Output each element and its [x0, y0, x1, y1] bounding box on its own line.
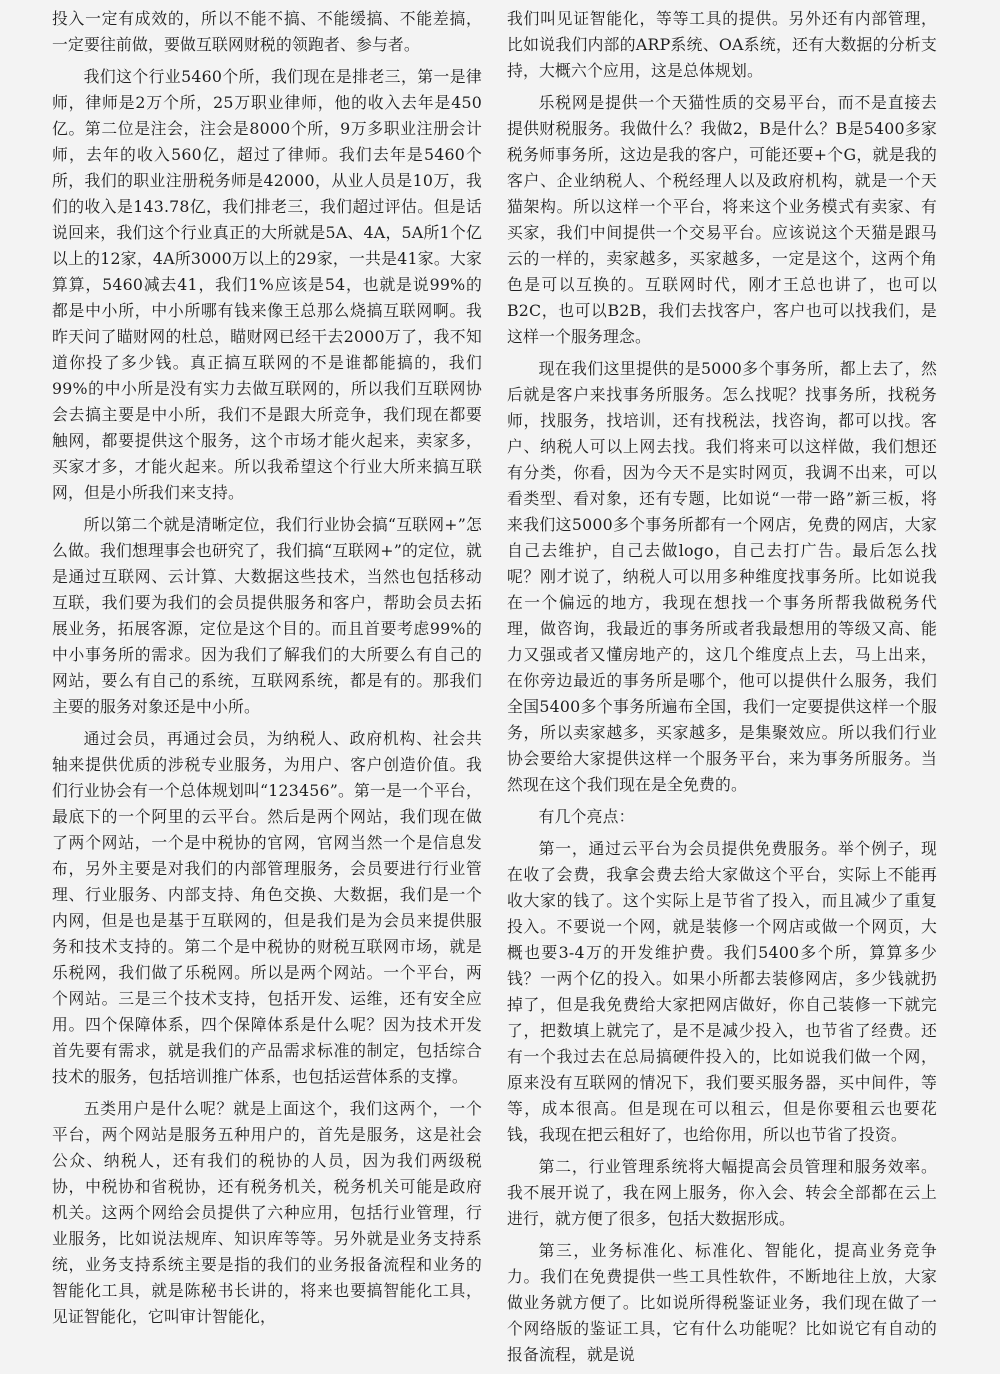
paragraph: 第一，通过云平台为会员提供免费服务。举个例子，现在收了会费，我拿会费去给大家做这个平台，实际上不能再收大家的钱了。这个实际上是节省了投入，而且减少了重复投入。不要说一个网，就是装修一个网店或做一个网页，大概也要3-4万的开发维护费。我们5400多个所，算算多少钱？一两个亿的投入。如果小所都去装修网店，多少钱就扔掉了，但是我免费给大家把网店做好，你自己装修一下就完了，把数填上就完了，是不是减少投入，也节省了经费。还有一个我过去在总局搞硬件投入的，比如说我们做一个网，原来没有互联网的情况下，我们要买服务器，买中间件，等等，成本很高。但是现在可以租云，但是你要租云也要花钱，我现在把云租好了，也给你用，所以也节省了投资。 — [507, 839, 937, 1144]
paragraph: 现在我们这里提供的是5000多个事务所，都上去了，然后就是客户来找事务所服务。怎么找呢？找事务所，找税务师，找服务，找培训，还有找税法，找咨询，都可以找。客户、纳税人可以上网去找。我们将来可以这样做，我们想还有分类，你看，因为今天不是实时网页，我调不出来，可以看类型、看对象，还有专题，比如说“一带一路”新三板，将来我们这5000多个事务所都有一个网店，免费的网店，大家自己去维护，自己去做logo，自己去打广告。最后怎么找呢？刚才说了，纳税人可以用多种维度找事务所。比如说我在一个偏远的地方，我现在想找一个事务所帮我做税务代理，做咨询，我最近的事务所或者我最想用的等级又高、能力又强或者又懂房地产的，这几个维度点上去，马上出来，在你旁边最近的事务所是哪个，他可以提供什么服务，我们全国5400多个事务所遍布全国，我们一定要提供这样一个服务，所以卖家越多，买家越多，是集聚效应。所以我们行业协会要给大家提供这样一个服务平台，来为事务所服务。当然现在这个我们现在是全免费的。 — [507, 359, 937, 794]
paragraph: 有几个亮点： — [538, 807, 635, 826]
paragraph: 所以第二个就是清晰定位，我们行业协会搞“互联网+”怎么做。我们想理事会也研究了，我们搞“互联网+”的定位，就是通过互联网、云计算、大数据这些技术，当然也包括移动互联，我们要为我们的会员提供服务和客户，帮助会员去拓展业务，拓展客源，定位是这个目的。而且首要考虑99%的中小事务所的需求。因为我们了解我们的大所要么有自己的网站，要么有自己的系统，互联网系统，都是有的。那我们主要的服务对象还是中小所。 — [52, 515, 482, 716]
paragraph: 我们叫见证智能化，等等工具的提供。另外还有内部管理，比如说我们内部的ARP系统、OA系统，还有大数据的分析支持，大概六个应用，这是总体规划。 — [507, 9, 937, 80]
paragraph: 我们这个行业5460个所，我们现在是排老三，第一是律师，律师是2万个所，25万职业律师，他的收入去年是450亿。第二位是注会，注会是8000个所，9万多职业注册会计师，去年的收入560亿，超过了律师。我们去年是5460个所，我们的职业注册税务师是42000，从业人员是10万，我们的收入是143.78亿，我们排老三，我们超过评估。但是话说回来，我们这个行业真正的大所就是5A、4A，5A所1个亿以上的12家，4A所3000万以上的29家，一共是41家。大家算算，5460减去41，我们1%应该是54，也就是说99%的都是中小所，中小所哪有钱来像王总那么烧搞互联网啊。我昨天问了瞄财网的杜总，瞄财网已经干去2000万了，我不知道你投了多少钱。真正搞互联网的不是谁都能搞的，我们99%的中小所是没有实力去做互联网的，所以我们互联网协会去搞主要是中小所，我们不是跟大所竞争，我们现在都要触网，都要提供这个服务，这个市场才能火起来，卖家多，买家才多，才能火起来。所以我希望这个行业大所来搞互联网，但是小所我们来支持。 — [52, 67, 482, 502]
left-column — [52, 6, 482, 1336]
paragraph: 第二，行业管理系统将大幅提高会员管理和服务效率。我不展开说了，我在网上服务，你入会、转会全部都在云上进行，就方便了很多，包括大数据形成。 — [507, 1157, 937, 1228]
paragraph: 通过会员，再通过会员，为纳税人、政府机构、社会共轴来提供优质的涉税专业服务，为用户、客户创造价值。我们行业协会有一个总体规划叫“123456”。第一是一个平台，最底下的一个阿里的云平台。然后是两个网站，我们现在做了两个网站，一个是中税协的官网，官网当然一个是信息发布，另外主要是对我们的内部管理服务，会员要进行行业管理、行业服务、内部支持、角色交换、大数据，我们是一个内网，但是也是基于互联网的，但是我们是为会员来提供服务和技术支持的。第二个是中税协的财税互联网市场，就是乐税网，我们做了乐税网。所以是两个网站。一个平台，两个网站。三是三个技术支持，包括开发、运维，还有安全应用。四个保障体系，四个保障体系是什么呢？因为技术开发首先要有需求，就是我们的产品需求标准的制定，包括综合技术的服务，包括培训推广体系，也包括运营体系的支撑。 — [52, 729, 482, 1086]
paragraph: 第三，业务标准化、标准化、智能化，提高业务竞争力。我们在免费提供一些工具性软件，不断地往上放，大家做业务就方便了。比如说所得税鉴证业务，我们现在做了一个网络版的鉴证工具，它有什么功能呢？比如说它有自动的报备流程，就是说 — [507, 1241, 937, 1364]
paragraph: 乐税网是提供一个天猫性质的交易平台，而不是直接去提供财税服务。我做什么？我做2，B是什么？B是5400多家税务师事务所，这边是我的客户，可能还要+个G，就是我的客户、企业纳税人、个税经理人以及政府机构，就是一个天猫架构。所以这样一个平台，将来这个业务模式有卖家、有买家，我们中间提供一个交易平台。应该说这个天猫是跟马云的一样的，卖家越多，买家越多，一定是这个，这两个角色是可以互换的。互联网时代，刚才王总也讲了，也可以B2C，也可以B2B，我们去找客户，客户也可以找我们，是这样一个服务理念。 — [507, 93, 937, 346]
right-column — [507, 6, 937, 1374]
paragraph: 投入一定有成效的，所以不能不搞、不能缓搞、不能差搞，一定要往前做，要做互联网财税的领跑者、参与者。 — [52, 9, 482, 54]
paragraph: 五类用户是什么呢？就是上面这个，我们这两个，一个平台，两个网站是服务五种用户的，首先是服务，这是社会公众、纳税人，还有我们的税协的人员，因为我们两级税协，中税协和省税协，还有税务机关，税务机关可能是政府机关。这两个网给会员提供了六种应用，包括行业管理，行业服务，比如说法规库、知识库等等。另外就是业务支持系统，业务支持系统主要是指的我们的业务报备流程和业务的智能化工具，就是陈秘书长讲的，将来也要搞智能化工具，见证智能化，它叫审计智能化， — [52, 1099, 482, 1326]
